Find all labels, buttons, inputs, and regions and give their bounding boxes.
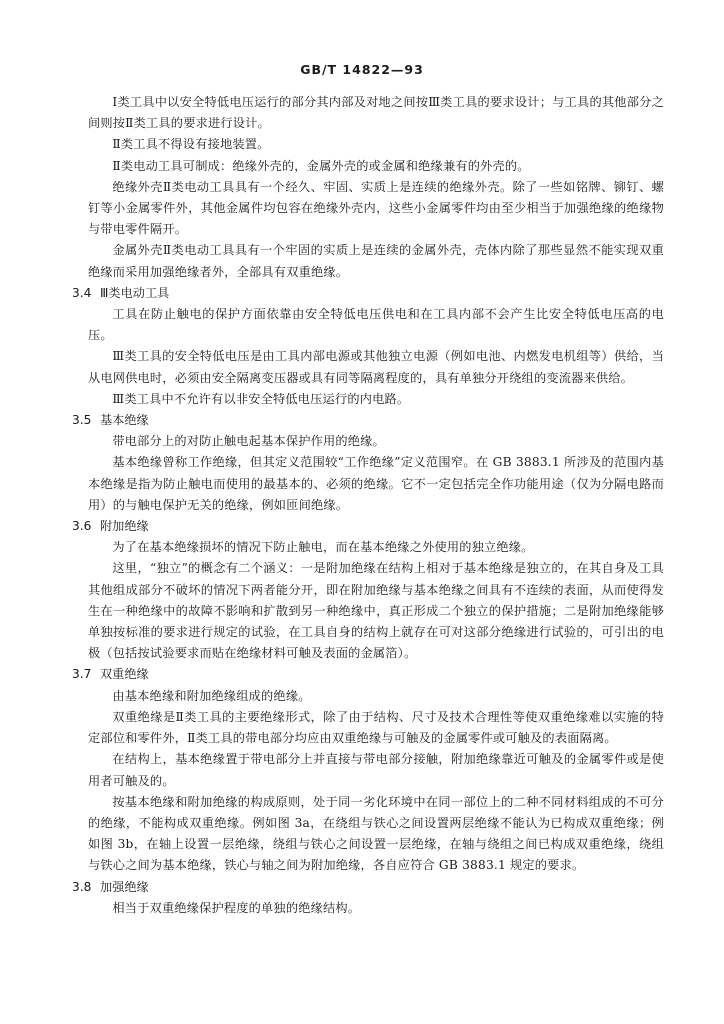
section-heading <box>72 877 664 898</box>
paragraph: 基本绝缘曾称工作绝缘，但其定义范围较“工作绝缘”定义范围窄。在 GB 3883.1 所涉及的范围内基本绝缘是指为防止触电而使用的最基本的、必须的绝缘。它不一定包括完全作功能用途（仅为分隔电路而用）的与触电保护无关的绝缘，例如匝间绝缘。 <box>88 455 664 512</box>
paragraph: 带电部分上的对防止触电起基本保护作用的绝缘。 <box>112 434 385 449</box>
paragraph: 这里，“独立”的概念有二个涵义：一是附加绝缘在结构上相对于基本绝缘是独立的，在其自身及工具其他组成部分不破坏的情况下两者能分开，即在附加绝缘与基本绝缘之间具有不连续的表面，从而使得发生在一种绝缘中的故障不影响和扩散到另一种绝缘中，真正形成二个独立的保护措施；二是附加绝缘能够单独按标准的要求进行规定的试验，在工具自身的结构上就存在可对这部分绝缘进行试验的，可引出的电极（包括按试验要求而贴在绝缘材料可触及表面的金属箔）。 <box>88 561 664 661</box>
section-title: 基本绝缘 <box>100 413 149 428</box>
section-number: 3.8 <box>72 879 92 894</box>
section-title: 附加绝缘 <box>100 519 149 534</box>
paragraph: 相当于双重绝缘保护程度的单独的绝缘结构。 <box>112 900 361 915</box>
section-title: 双重绝缘 <box>100 667 149 682</box>
section-heading <box>72 516 664 537</box>
paragraph: 金属外壳Ⅱ类电动工具具有一个牢固的实质上是连续的金属外壳，壳体内除了那些显然不能实现双重绝缘而采用加强绝缘者外，全部具有双重绝缘。 <box>88 243 664 279</box>
section-title: Ⅲ类电动工具 <box>100 285 170 300</box>
paragraph: 双重绝缘是Ⅱ类工具的主要绝缘形式，除了由于结构、尺寸及技术合理性等使双重绝缘难以实施的特定部位和零件外，Ⅱ类工具的带电部分均应由双重绝缘与可触及的金属零件或可触及的表面隔离。 <box>88 709 664 746</box>
paragraph: 绝缘外壳Ⅱ类电动工具具有一个经久、牢固、实质上是连续的绝缘外壳。除了一些如铭牌、铆钉、螺钉等小金属零件外，其他金属件均包容在绝缘外壳内，这些小金属零件均由至少相当于加强绝缘的绝缘物与带电零件隔开。 <box>88 179 664 237</box>
section-heading <box>72 283 664 304</box>
paragraph: 工具在防止触电的保护方面依靠由安全特低电压供电和在工具内部不会产生比安全特低电压高的电压。 <box>88 307 664 343</box>
paragraph: Ⅰ类工具中以安全特低电压运行的部分其内部及对地之间按Ⅲ类工具的要求设计；与工具的其他部分之间则按Ⅱ类工具的要求进行设计。 <box>88 95 664 131</box>
section-title: 加强绝缘 <box>100 879 149 894</box>
paragraph: 按基本绝缘和附加绝缘的构成原则，处于同一劣化环境中在同一部位上的二种不同材料组成的不可分的绝缘，不能构成双重绝缘。例如图 3a，在绕组与铁心之间设置两层绝缘不能认为已构成双重绝缘；例如图 3b，在轴上设置一层绝缘，绕组与铁心之间设置一层绝缘，在轴与绕组之间已构成双重绝缘，绕组与铁心之间为基本绝缘，铁心与轴之间为附加绝缘，各自应符合 GB 3883.1 规定的要求。 <box>88 794 664 873</box>
document-body <box>72 92 664 919</box>
paragraph: 在结构上，基本绝缘置于带电部分上并直接与带电部分接触，附加绝缘靠近可触及的金属零件或是使用者可触及的。 <box>88 752 664 788</box>
paragraph: Ⅲ类工具中不允许有以非安全特低电压运行的内电路。 <box>112 391 410 406</box>
page-header: GB/T 14822—93 <box>300 62 424 77</box>
section-number: 3.6 <box>72 519 92 534</box>
paragraph: Ⅱ类工具不得设有接地装置。 <box>112 137 270 152</box>
paragraph: 由基本绝缘和附加绝缘组成的绝缘。 <box>112 688 311 703</box>
paragraph: Ⅲ类工具的安全特低电压是由工具内部电源或其他独立电源（例如电池、内燃发电机组等）供给，当从电网供电时，必须由安全隔离变压器或具有同等隔离程度的，具有单独分开绕组的变流器来供给。 <box>88 349 664 385</box>
paragraph: Ⅱ类电动工具可制成：绝缘外壳的，金属外壳的或金属和绝缘兼有的外壳的。 <box>112 158 530 173</box>
section-heading <box>72 664 664 685</box>
section-number: 3.5 <box>72 413 92 428</box>
section-number: 3.7 <box>72 667 92 682</box>
section-number: 3.4 <box>72 285 92 300</box>
paragraph: 为了在基本绝缘损坏的情况下防止触电，而在基本绝缘之外使用的独立绝缘。 <box>112 540 534 555</box>
section-heading <box>72 410 664 431</box>
